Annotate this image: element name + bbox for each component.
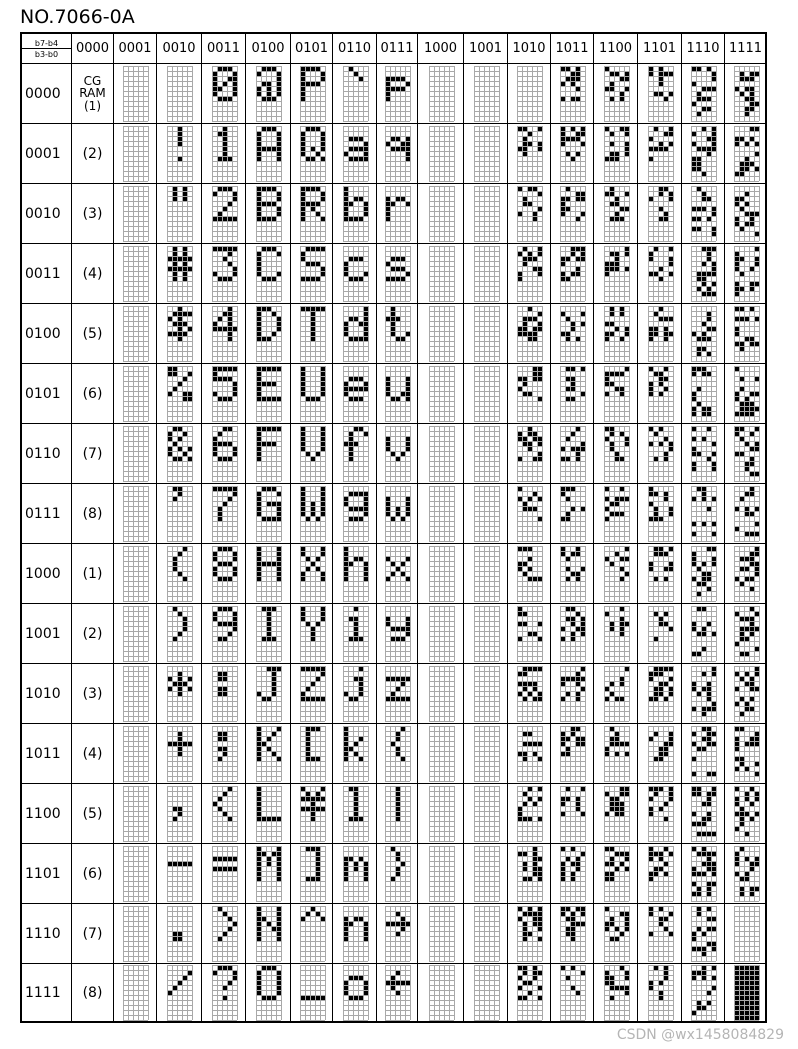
dot-matrix-glyph	[517, 606, 543, 662]
row-header-1001: 1001	[25, 625, 61, 642]
row-divider	[22, 243, 765, 244]
dot-matrix-glyph	[385, 486, 411, 542]
dot-matrix-glyph	[123, 66, 149, 122]
dot-matrix-glyph	[560, 726, 586, 782]
dot-matrix-glyph	[123, 546, 149, 602]
column-header-1000: 1000	[423, 41, 458, 56]
dot-matrix-glyph	[517, 666, 543, 722]
row-header-1000: 1000	[25, 565, 61, 582]
column-header-1011: 1011	[555, 41, 589, 56]
dot-matrix-glyph	[517, 546, 543, 602]
column-header-1110: 1110	[686, 41, 720, 56]
dot-matrix-glyph	[300, 906, 326, 962]
column-header-0011: 0011	[206, 41, 241, 56]
cgram-label-top: CG	[83, 73, 102, 88]
dot-matrix-glyph	[167, 306, 193, 362]
row-divider	[22, 963, 765, 964]
cgram-slot: (3)	[82, 685, 103, 702]
dot-matrix-glyph	[560, 306, 586, 362]
dot-matrix-glyph	[560, 366, 586, 422]
dot-matrix-glyph	[474, 546, 500, 602]
chart-title: NO.7066-0A	[20, 6, 135, 28]
dot-matrix-glyph	[474, 786, 500, 842]
dot-matrix-glyph	[167, 606, 193, 662]
dot-matrix-glyph	[474, 186, 500, 242]
cgram-slot: (4)	[82, 265, 103, 282]
dot-matrix-glyph	[300, 126, 326, 182]
dot-matrix-glyph	[560, 426, 586, 482]
dot-matrix-glyph	[343, 366, 369, 422]
dot-matrix-glyph	[560, 66, 586, 122]
dot-matrix-glyph	[474, 666, 500, 722]
cgram-label-middle: RAM	[79, 86, 106, 101]
dot-matrix-glyph	[123, 906, 149, 962]
dot-matrix-glyph	[517, 126, 543, 182]
dot-matrix-glyph	[343, 906, 369, 962]
row-header-0011: 0011	[25, 265, 61, 282]
dot-matrix-glyph	[517, 786, 543, 842]
dot-matrix-glyph	[474, 965, 500, 1021]
dot-matrix-glyph	[517, 306, 543, 362]
dot-matrix-glyph	[300, 546, 326, 602]
dot-matrix-glyph	[429, 366, 455, 422]
row-header-1110: 1110	[25, 925, 61, 942]
dot-matrix-glyph	[517, 426, 543, 482]
dot-matrix-glyph	[123, 666, 149, 722]
dot-matrix-glyph	[343, 126, 369, 182]
dot-matrix-glyph	[385, 126, 411, 182]
dot-matrix-glyph	[385, 906, 411, 962]
dot-matrix-glyph	[256, 786, 282, 842]
cgram-slot: (4)	[82, 745, 103, 762]
dot-matrix-glyph	[300, 306, 326, 362]
dot-matrix-glyph	[212, 846, 238, 902]
dot-matrix-glyph	[429, 726, 455, 782]
dot-matrix-glyph	[474, 486, 500, 542]
row-header-0110: 0110	[25, 445, 61, 462]
dot-matrix-glyph	[256, 306, 282, 362]
dot-matrix-glyph	[560, 486, 586, 542]
dot-matrix-glyph	[474, 306, 500, 362]
dot-matrix-glyph	[212, 726, 238, 782]
dot-matrix-glyph	[212, 666, 238, 722]
row-divider	[22, 423, 765, 424]
dot-matrix-glyph	[385, 366, 411, 422]
dot-matrix-glyph	[123, 846, 149, 902]
dot-matrix-glyph	[385, 246, 411, 302]
dot-matrix-glyph	[167, 666, 193, 722]
dot-matrix-glyph	[474, 426, 500, 482]
row-divider	[22, 903, 765, 904]
dot-matrix-glyph	[300, 186, 326, 242]
dot-matrix-glyph	[474, 906, 500, 962]
dot-matrix-glyph	[429, 186, 455, 242]
dot-matrix-glyph	[167, 186, 193, 242]
dot-matrix-glyph	[212, 606, 238, 662]
dot-matrix-glyph	[560, 246, 586, 302]
dot-matrix-glyph	[385, 306, 411, 362]
dot-matrix-glyph	[385, 666, 411, 722]
row-divider	[22, 543, 765, 544]
column-header-1111: 1111	[728, 41, 763, 56]
row-divider	[22, 363, 765, 364]
dot-matrix-glyph	[167, 786, 193, 842]
row-header-1011: 1011	[25, 745, 61, 762]
dot-matrix-glyph	[256, 965, 282, 1021]
dot-matrix-glyph	[343, 546, 369, 602]
dot-matrix-glyph	[517, 965, 543, 1021]
dot-matrix-glyph	[300, 366, 326, 422]
row-header-1111: 1111	[25, 985, 61, 1001]
cgram-slot: (7)	[82, 445, 103, 462]
column-header-0000: 0000	[75, 41, 110, 56]
dot-matrix-glyph	[517, 486, 543, 542]
dot-matrix-glyph	[604, 66, 630, 122]
dot-matrix-glyph	[385, 965, 411, 1021]
dot-matrix-glyph	[167, 366, 193, 422]
dot-matrix-glyph	[212, 426, 238, 482]
dot-matrix-glyph	[256, 366, 282, 422]
dot-matrix-glyph	[256, 486, 282, 542]
dot-matrix-glyph	[212, 306, 238, 362]
dot-matrix-glyph	[167, 906, 193, 962]
row-header-1100: 1100	[25, 805, 61, 822]
dot-matrix-glyph	[429, 486, 455, 542]
dot-matrix-glyph	[429, 246, 455, 302]
corner-divider	[22, 48, 71, 49]
dot-matrix-glyph	[167, 426, 193, 482]
dot-matrix-glyph	[256, 126, 282, 182]
dot-matrix-glyph	[560, 126, 586, 182]
dot-matrix-glyph	[300, 726, 326, 782]
dot-matrix-glyph	[343, 186, 369, 242]
dot-matrix-glyph	[429, 906, 455, 962]
dot-matrix-glyph	[474, 246, 500, 302]
column-header-1101: 1101	[642, 41, 677, 56]
column-header-1010: 1010	[512, 41, 546, 56]
dot-matrix-glyph	[123, 186, 149, 242]
dot-matrix-glyph	[343, 666, 369, 722]
dot-matrix-glyph	[300, 486, 326, 542]
dot-matrix-glyph	[474, 726, 500, 782]
row-divider	[22, 603, 765, 604]
dot-matrix-glyph	[167, 126, 193, 182]
dot-matrix-glyph	[212, 126, 238, 182]
column-header-0111: 0111	[380, 41, 414, 56]
dot-matrix-glyph	[167, 965, 193, 1021]
row-header-0101: 0101	[25, 385, 61, 402]
dot-matrix-glyph	[212, 186, 238, 242]
row-divider	[22, 663, 765, 664]
dot-matrix-glyph	[256, 546, 282, 602]
column-header-0101: 0101	[294, 41, 329, 56]
dot-matrix-glyph	[517, 366, 543, 422]
row-divider	[22, 123, 765, 124]
dot-matrix-glyph	[343, 606, 369, 662]
dot-matrix-glyph	[429, 546, 455, 602]
dot-matrix-glyph	[212, 366, 238, 422]
dot-matrix-glyph	[123, 965, 149, 1021]
dot-matrix-glyph	[256, 726, 282, 782]
corner-upper-label: b7-b4	[34, 38, 59, 48]
dot-matrix-glyph	[300, 846, 326, 902]
dot-matrix-glyph	[429, 426, 455, 482]
dot-matrix-glyph	[343, 426, 369, 482]
dot-matrix-glyph	[517, 846, 543, 902]
dot-matrix-glyph	[517, 186, 543, 242]
dot-matrix-glyph	[256, 666, 282, 722]
cgram-slot: (2)	[82, 145, 103, 162]
dot-matrix-glyph	[300, 606, 326, 662]
row-header-1101: 1101	[25, 865, 61, 882]
dot-matrix-glyph	[429, 786, 455, 842]
cgram-slot: (5)	[82, 325, 103, 342]
dot-matrix-glyph	[385, 846, 411, 902]
dot-matrix-glyph	[167, 546, 193, 602]
dot-matrix-glyph	[429, 846, 455, 902]
row-divider	[22, 483, 765, 484]
dot-matrix-glyph	[474, 846, 500, 902]
dot-matrix-glyph	[167, 726, 193, 782]
row-header-0100: 0100	[25, 325, 61, 342]
dot-matrix-glyph	[385, 546, 411, 602]
dot-matrix-glyph	[343, 66, 369, 122]
cgram-slot: (8)	[82, 985, 103, 1001]
dot-matrix-glyph	[343, 786, 369, 842]
dot-matrix-glyph	[212, 786, 238, 842]
cgram-slot: (5)	[82, 805, 103, 822]
cgram-slot: (6)	[82, 385, 103, 402]
cgram-slot: (7)	[82, 925, 103, 942]
cgram-slot: (8)	[82, 505, 103, 522]
dot-matrix-glyph	[300, 246, 326, 302]
corner-lower-label: b3-b0	[34, 49, 59, 59]
row-divider	[22, 183, 765, 184]
row-header-0000: 0000	[25, 85, 61, 102]
cgram-label-bottom: (1)	[84, 98, 101, 113]
dot-matrix-glyph	[343, 846, 369, 902]
dot-matrix-glyph	[385, 786, 411, 842]
dot-matrix-glyph	[123, 486, 149, 542]
dot-matrix-glyph	[123, 366, 149, 422]
column-header-0010: 0010	[162, 41, 196, 56]
dot-matrix-glyph	[123, 726, 149, 782]
row-divider	[22, 63, 765, 64]
column-header-1100: 1100	[598, 41, 633, 56]
row-divider	[22, 303, 765, 304]
dot-matrix-glyph	[256, 906, 282, 962]
dot-matrix-glyph	[385, 606, 411, 662]
cgram-label	[72, 64, 113, 123]
dot-matrix-glyph	[212, 486, 238, 542]
dot-matrix-glyph	[474, 66, 500, 122]
dot-matrix-glyph	[212, 906, 238, 962]
dot-matrix-glyph	[123, 786, 149, 842]
dot-matrix-glyph	[429, 66, 455, 122]
dot-matrix-glyph	[212, 66, 238, 122]
dot-matrix-glyph	[560, 606, 586, 662]
dot-matrix-glyph	[300, 786, 326, 842]
dot-matrix-glyph	[256, 66, 282, 122]
dot-matrix-glyph	[123, 606, 149, 662]
dot-matrix-glyph	[343, 486, 369, 542]
dot-matrix-glyph	[385, 186, 411, 242]
dot-matrix-glyph	[343, 306, 369, 362]
dot-matrix-glyph	[343, 246, 369, 302]
dot-matrix-glyph	[256, 426, 282, 482]
dot-matrix-glyph	[300, 66, 326, 122]
dot-matrix-glyph	[385, 726, 411, 782]
dot-matrix-glyph	[385, 66, 411, 122]
dot-matrix-glyph	[167, 246, 193, 302]
column-header-0110: 0110	[337, 41, 372, 56]
column-header-0100: 0100	[251, 41, 285, 56]
dot-matrix-glyph	[123, 426, 149, 482]
column-header-0001: 0001	[118, 41, 152, 56]
dot-matrix-glyph	[385, 426, 411, 482]
dot-matrix-glyph	[429, 606, 455, 662]
row-divider	[22, 723, 765, 724]
dot-matrix-glyph	[560, 965, 586, 1021]
column-header-1001: 1001	[468, 41, 503, 56]
dot-matrix-glyph	[300, 426, 326, 482]
dot-matrix-glyph	[256, 186, 282, 242]
dot-matrix-glyph	[167, 486, 193, 542]
dot-matrix-glyph	[560, 546, 586, 602]
dot-matrix-glyph	[429, 126, 455, 182]
dot-matrix-glyph	[517, 906, 543, 962]
dot-matrix-glyph	[517, 726, 543, 782]
dot-matrix-glyph	[429, 666, 455, 722]
row-header-0001: 0001	[25, 145, 61, 162]
dot-matrix-glyph	[560, 786, 586, 842]
dot-matrix-glyph	[560, 906, 586, 962]
dot-matrix-glyph	[300, 965, 326, 1021]
dot-matrix-glyph	[517, 66, 543, 122]
dot-matrix-glyph	[256, 606, 282, 662]
cgram-slot: (3)	[82, 205, 103, 222]
dot-matrix-glyph	[167, 66, 193, 122]
dot-matrix-glyph	[300, 666, 326, 722]
cgram-slot: (1)	[82, 565, 103, 582]
dot-matrix-glyph	[517, 246, 543, 302]
dot-matrix-glyph	[560, 186, 586, 242]
dot-matrix-glyph	[256, 246, 282, 302]
dot-matrix-glyph	[123, 306, 149, 362]
row-header-0111: 0111	[25, 505, 61, 522]
dot-matrix-glyph	[123, 126, 149, 182]
dot-matrix-glyph	[212, 546, 238, 602]
dot-matrix-glyph	[212, 246, 238, 302]
dot-matrix-glyph	[343, 965, 369, 1021]
row-divider	[22, 843, 765, 844]
dot-matrix-glyph	[212, 965, 238, 1021]
dot-matrix-glyph	[429, 965, 455, 1021]
row-header-1010: 1010	[25, 685, 61, 702]
row-divider	[22, 783, 765, 784]
cgram-slot: (6)	[82, 865, 103, 882]
dot-matrix-glyph	[560, 666, 586, 722]
dot-matrix-glyph	[474, 606, 500, 662]
dot-matrix-glyph	[167, 846, 193, 902]
dot-matrix-glyph	[343, 726, 369, 782]
dot-matrix-glyph	[474, 126, 500, 182]
row-header-0010: 0010	[25, 205, 61, 222]
character-table	[20, 32, 767, 1023]
dot-matrix-glyph	[256, 846, 282, 902]
dot-matrix-glyph	[560, 846, 586, 902]
dot-matrix-glyph	[123, 246, 149, 302]
cgram-slot: (2)	[82, 625, 103, 642]
dot-matrix-glyph	[429, 306, 455, 362]
dot-matrix-glyph	[474, 366, 500, 422]
